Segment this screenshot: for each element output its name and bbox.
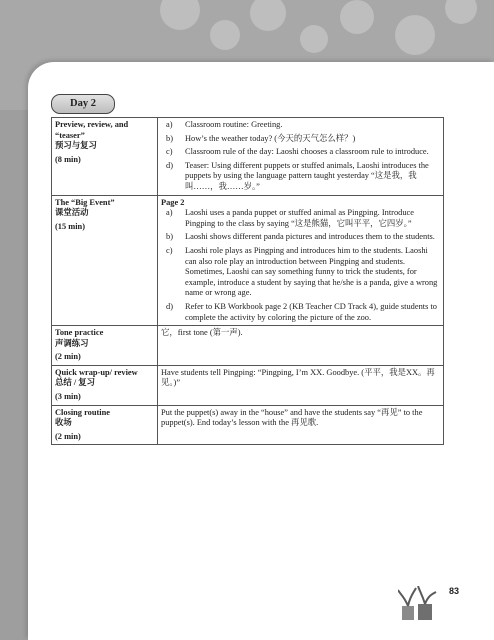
row-title: Tone practice <box>55 328 104 338</box>
row-label <box>52 365 158 405</box>
row-label <box>52 195 158 326</box>
page-number: 83 <box>449 586 460 596</box>
page-heading: Page 2 <box>161 197 185 207</box>
list-item <box>161 120 440 131</box>
item-text: Classroom routine: Greeting. <box>185 120 283 129</box>
row-title-zh: 声调练习 <box>55 338 89 348</box>
item-marker: b) <box>166 232 173 242</box>
potted-plant-icon <box>398 586 438 622</box>
row-title-zh: 课堂活动 <box>55 208 89 218</box>
row-time: (15 min) <box>55 221 86 231</box>
item-text: Teaser: Using different puppets or stuffed animals, Laoshi introduces the puppets by using the language pattern taught yesterday “这是我，我叫……，我……岁。” <box>185 160 429 191</box>
list-item <box>161 161 440 193</box>
row-time: (3 min) <box>55 392 81 402</box>
table-row <box>52 365 444 405</box>
list-item <box>161 246 440 299</box>
row-title: Quick wrap-up/ review <box>55 367 138 377</box>
table-row <box>52 118 444 196</box>
list-item <box>161 232 440 243</box>
row-title-zh: 总结 / 复习 <box>55 378 96 388</box>
flower-decoration <box>395 15 435 55</box>
item-text: How’s the weather today? (今天的天气怎么样？) <box>185 133 356 143</box>
row-label <box>52 326 158 366</box>
row-title-zh: 收场 <box>55 418 72 428</box>
list-item <box>161 147 440 158</box>
table-row <box>52 326 444 366</box>
list-item <box>161 134 440 145</box>
item-marker: a) <box>166 208 173 218</box>
item-marker: d) <box>166 301 173 311</box>
row-label <box>52 405 158 445</box>
row-time: (2 min) <box>55 431 81 441</box>
item-marker: c) <box>166 245 173 255</box>
activity-list <box>161 120 440 193</box>
row-content: 它，first tone (第一声). <box>158 326 444 366</box>
row-content: Have students tell Pingping: “Pingping, I’m XX. Goodbye. (平平，我是XX。再见。)” <box>158 365 444 405</box>
list-item <box>161 208 440 229</box>
item-marker: a) <box>166 120 173 129</box>
flower-decoration <box>340 0 374 34</box>
row-content: Put the puppet(s) away in the “house” and have the students say “再见” to the puppet(s). End today’s lesson with the 再见歌. <box>158 405 444 445</box>
row-title: Preview, review, and “teaser” <box>55 120 129 140</box>
flower-decoration <box>160 0 200 30</box>
table-row <box>52 195 444 326</box>
item-marker: b) <box>166 133 173 143</box>
flower-decoration <box>210 20 240 50</box>
item-text: Classroom rule of the day: Laoshi chooses a classroom rule to introduce. <box>185 147 429 157</box>
row-time: (2 min) <box>55 352 81 362</box>
row-label <box>52 118 158 196</box>
item-marker: c) <box>166 147 173 157</box>
item-text: Laoshi role plays as Pingping and introduces him to the students. Laoshi can also role play an introduction between Pingping and students. Sometimes, Laoshi can say something funny to trick the students, for example, introduce a student by saying that he/she is a panda, give a wrong name or wrong age. <box>185 245 438 298</box>
lesson-plan-table <box>51 117 444 445</box>
row-title-zh: 预习与复习 <box>55 141 97 151</box>
row-title: Closing routine <box>55 407 110 417</box>
row-title: The “Big Event” <box>55 197 115 207</box>
row-time: (8 min) <box>55 154 81 164</box>
item-text: Refer to KB Workbook page 2 (KB Teacher CD Track 4), guide students to complete the activity by coloring the picture of the zoo. <box>185 301 437 322</box>
flower-decoration <box>445 0 477 24</box>
activity-list <box>161 208 440 323</box>
day-label: Day 2 <box>51 94 115 114</box>
flower-decoration <box>300 25 328 53</box>
item-marker: d) <box>166 160 173 170</box>
flower-decoration <box>250 0 286 31</box>
item-text: Laoshi uses a panda puppet or stuffed animal as Pingping. Introduce Pingping to the class by saying “这是熊猫，它叫平平，它四岁。” <box>185 208 414 228</box>
row-content <box>158 195 444 326</box>
list-item <box>161 302 440 323</box>
table-row <box>52 405 444 445</box>
row-content <box>158 118 444 196</box>
item-text: Laoshi shows different panda pictures and introduces them to the students. <box>185 232 435 242</box>
